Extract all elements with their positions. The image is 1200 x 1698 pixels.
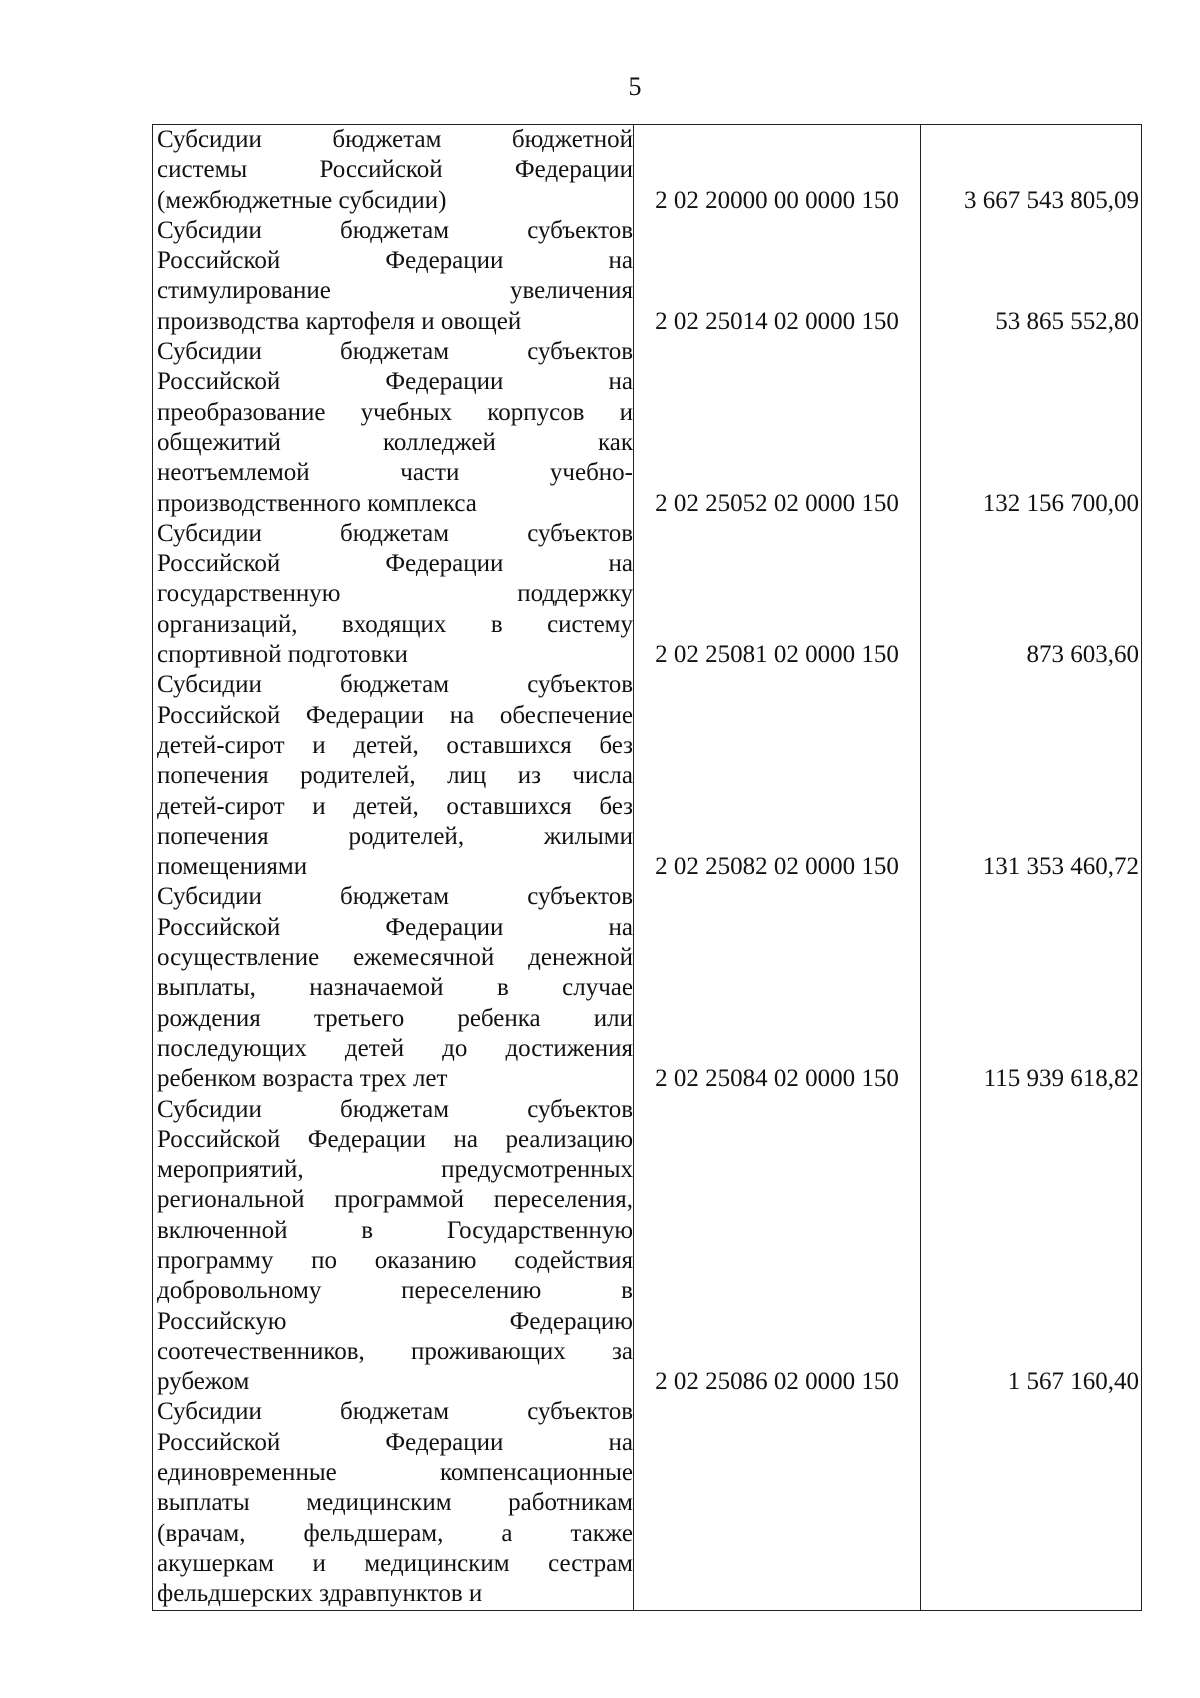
table-row [153, 670, 1142, 882]
description-line: (врачам, фельдшерам, а также [157, 1519, 633, 1547]
table-row [153, 337, 1142, 519]
description-line: общежитий колледжей как [157, 428, 633, 456]
description-line: неотъемлемой части учебно- [157, 459, 633, 487]
description-line: Российской Федерации на реализацию [157, 1125, 633, 1153]
budget-classification-code: 2 02 25052 02 0000 150 [634, 337, 921, 519]
description-line: Российской Федерации на [157, 550, 633, 578]
amount-value: 1 567 160,40 [921, 1095, 1142, 1398]
description-line: включенной в Государственную [157, 1216, 633, 1244]
budget-classification-code: 2 02 25084 02 0000 150 [634, 882, 921, 1094]
description-line: Субсидии бюджетам субъектов [157, 338, 633, 366]
description-line: стимулирование увеличения [157, 277, 633, 305]
description-line: соотечественников, проживающих за [157, 1337, 633, 1365]
description-line: детей-сирот и детей, оставшихся без [157, 731, 633, 759]
description-line: рождения третьего ребенка или [157, 1004, 633, 1032]
budget-classification-code: 2 02 25086 02 0000 150 [634, 1095, 921, 1398]
description-line: ребенком возраста трех лет [157, 1065, 448, 1093]
amount-value: 53 865 552,80 [921, 216, 1142, 337]
amount-value [921, 1397, 1142, 1610]
description-line: единовременные компенсационные [157, 1459, 633, 1487]
description-line: производственного комплекса [157, 489, 477, 517]
budget-classification-code: 2 02 25082 02 0000 150 [634, 670, 921, 882]
description-line: Субсидии бюджетам субъектов [157, 1398, 633, 1426]
description-line: региональной программой переселения, [157, 1186, 633, 1214]
row-description [153, 1397, 634, 1610]
description-line: системы Российской Федерации [157, 156, 633, 184]
description-line: Российскую Федерацию [157, 1307, 633, 1335]
description-line: Российской Федерации на обеспечение [157, 701, 633, 729]
row-description [153, 216, 634, 337]
description-line: выплаты медицинским работникам [157, 1489, 633, 1517]
description-line: Российской Федерации на [157, 247, 633, 275]
description-line: акушеркам и медицинским сестрам [157, 1549, 633, 1577]
budget-classification-code [634, 1397, 921, 1610]
table-body [153, 125, 1142, 1611]
description-line: спортивной подготовки [157, 641, 408, 669]
description-line: Субсидии бюджетам субъектов [157, 1095, 633, 1123]
description-line: выплаты, назначаемой в случае [157, 974, 633, 1002]
description-line: программу по оказанию содействия [157, 1246, 633, 1274]
budget-classification-code: 2 02 25014 02 0000 150 [634, 216, 921, 337]
amount-value: 131 353 460,72 [921, 670, 1142, 882]
amount-value: 132 156 700,00 [921, 337, 1142, 519]
row-description [153, 125, 634, 216]
description-line: мероприятий, предусмотренных [157, 1156, 633, 1184]
table-row [153, 125, 1142, 216]
description-line: рубежом [157, 1368, 250, 1396]
row-description [153, 337, 634, 519]
description-line: Российской Федерации на [157, 913, 633, 941]
budget-classification-code: 2 02 20000 00 0000 150 [634, 125, 921, 216]
amount-value: 873 603,60 [921, 519, 1142, 670]
description-line: Субсидии бюджетам субъектов [157, 216, 633, 244]
budget-classification-code: 2 02 25081 02 0000 150 [634, 519, 921, 670]
budget-table [152, 124, 1142, 1611]
page-number: 5 [628, 72, 642, 101]
description-line: фельдшерских здравпунктов и [157, 1580, 483, 1608]
row-description [153, 670, 634, 882]
table-row [153, 519, 1142, 670]
table-row [153, 1095, 1142, 1398]
description-line: помещениями [157, 853, 308, 881]
amount-value: 115 939 618,82 [921, 882, 1142, 1094]
description-line: детей-сирот и детей, оставшихся без [157, 792, 633, 820]
description-line: Российской Федерации на [157, 368, 633, 396]
row-description [153, 882, 634, 1094]
description-line: добровольному переселению в [157, 1277, 633, 1305]
table-row [153, 216, 1142, 337]
amount-value: 3 667 543 805,09 [921, 125, 1142, 216]
table-row [153, 1397, 1142, 1610]
description-line: попечения родителей, лиц из числа [157, 762, 633, 790]
description-line: Субсидии бюджетам субъектов [157, 883, 633, 911]
description-line: осуществление ежемесячной денежной [157, 944, 633, 972]
description-line: Российской Федерации на [157, 1428, 633, 1456]
description-line: организаций, входящих в систему [157, 610, 633, 638]
description-line: (межбюджетные субсидии) [157, 186, 447, 214]
description-line: Субсидии бюджетам субъектов [157, 671, 633, 699]
description-line: Субсидии бюджетам субъектов [157, 519, 633, 547]
table-row [153, 882, 1142, 1094]
row-description [153, 519, 634, 670]
row-description [153, 1095, 634, 1398]
description-line: государственную поддержку [157, 580, 633, 608]
description-line: Субсидии бюджетам бюджетной [157, 126, 633, 153]
description-line: преобразование учебных корпусов и [157, 398, 633, 426]
description-line: попечения родителей, жилыми [157, 822, 633, 850]
description-line: производства картофеля и овощей [157, 307, 522, 335]
description-line: последующих детей до достижения [157, 1034, 633, 1062]
